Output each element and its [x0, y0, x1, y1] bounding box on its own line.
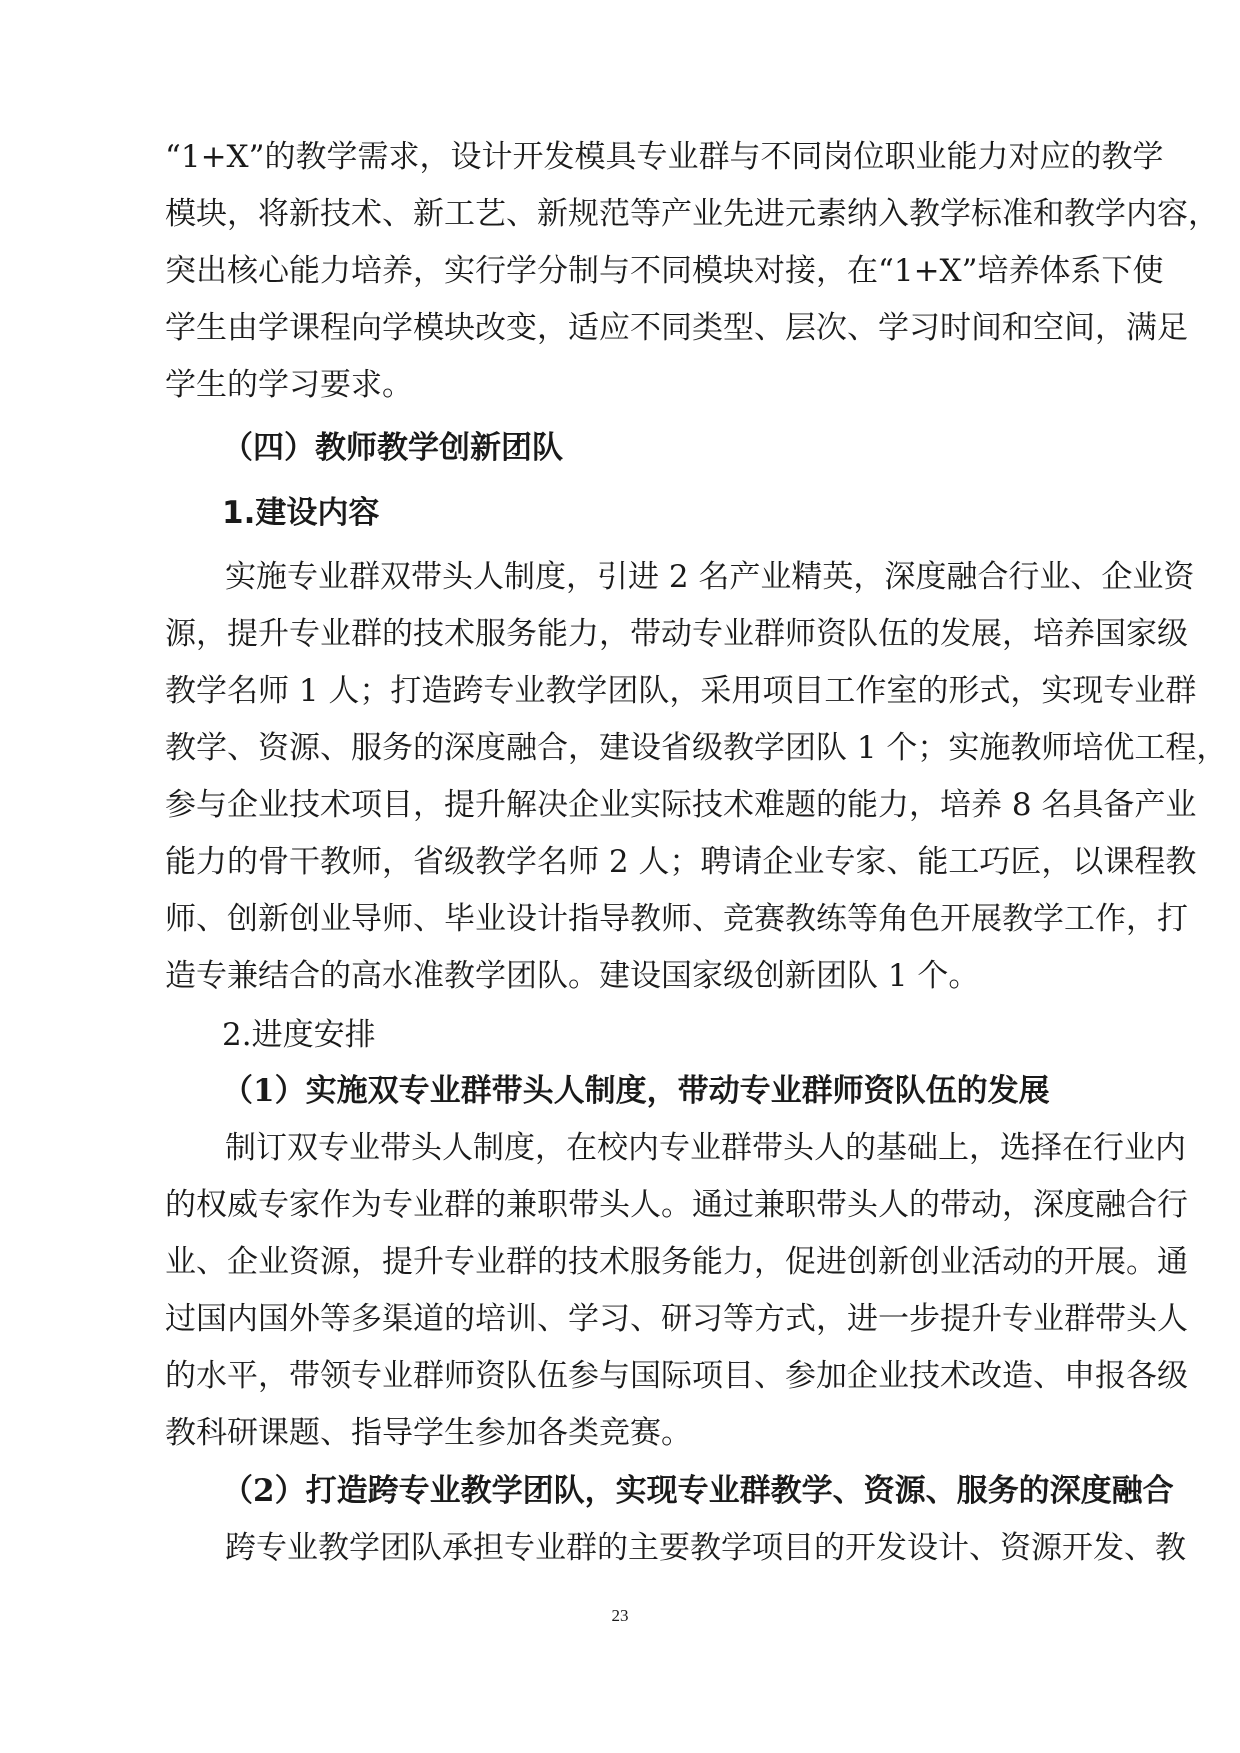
paragraph-line: “1+X”的教学需求，设计开发模具专业群与不同岗位职业能力对应的教学 — [165, 139, 1164, 175]
item-heading-2: （2）打造跨专业教学团队，实现专业群教学、资源、服务的深度融合 — [222, 1473, 1174, 1509]
paragraph-line: 模块，将新技术、新工艺、新规范等产业先进元素纳入教学标准和教学内容， — [165, 196, 1219, 232]
paragraph-line: 能力的骨干教师，省级教学名师 2 人；聘请企业专家、能工巧匠，以课程教 — [165, 844, 1197, 880]
paragraph-line: 教学名师 1 人；打造跨专业教学团队，采用项目工作室的形式，实现专业群 — [165, 673, 1197, 709]
paragraph-line: 师、创新创业导师、毕业设计指导教师、竞赛教练等角色开展教学工作，打 — [165, 901, 1188, 937]
paragraph-line: 源，提升专业群的技术服务能力，带动专业群师资队伍的发展，培养国家级 — [165, 616, 1188, 652]
paragraph-line: 学生由学课程向学模块改变，适应不同类型、层次、学习时间和空间，满足 — [165, 310, 1188, 346]
subheading-construction-content: 1.建设内容 — [222, 495, 380, 531]
paragraph-line: 教科研课题、指导学生参加各类竞赛。 — [165, 1415, 692, 1451]
paragraph-line: 过国内国外等多渠道的培训、学习、研习等方式，进一步提升专业群带头人 — [165, 1301, 1188, 1337]
item-heading-1: （1）实施双专业群带头人制度，带动专业群师资队伍的发展 — [222, 1073, 1050, 1109]
page-number: 23 — [611, 1606, 629, 1625]
paragraph-line: 教学、资源、服务的深度融合，建设省级教学团队 1 个；实施教师培优工程， — [165, 730, 1228, 766]
paragraph-line: 制订双专业带头人制度，在校内专业群带头人的基础上，选择在行业内 — [225, 1130, 1186, 1166]
paragraph-line: 实施专业群双带头人制度，引进 2 名产业精英，深度融合行业、企业资 — [225, 559, 1195, 595]
paragraph-line: 学生的学习要求。 — [165, 367, 413, 403]
paragraph-line: 突出核心能力培养，实行学分制与不同模块对接，在“1+X”培养体系下使 — [165, 253, 1164, 289]
paragraph-line: 的权威专家作为专业群的兼职带头人。通过兼职带头人的带动，深度融合行 — [165, 1187, 1188, 1223]
paragraph-line: 业、企业资源，提升专业群的技术服务能力，促进创新创业活动的开展。通 — [165, 1244, 1188, 1280]
paragraph-line: 参与企业技术项目，提升解决企业实际技术难题的能力，培养 8 名具备产业 — [165, 787, 1197, 823]
paragraph-line: 的水平，带领专业群师资队伍参与国际项目、参加企业技术改造、申报各级 — [165, 1358, 1188, 1394]
section-heading: （四）教师教学创新团队 — [222, 430, 563, 466]
subheading-schedule: 2.进度安排 — [222, 1017, 376, 1053]
paragraph-line: 跨专业教学团队承担专业群的主要教学项目的开发设计、资源开发、教 — [225, 1530, 1186, 1566]
paragraph-line: 造专兼结合的高水准教学团队。建设国家级创新团队 1 个。 — [165, 958, 980, 994]
